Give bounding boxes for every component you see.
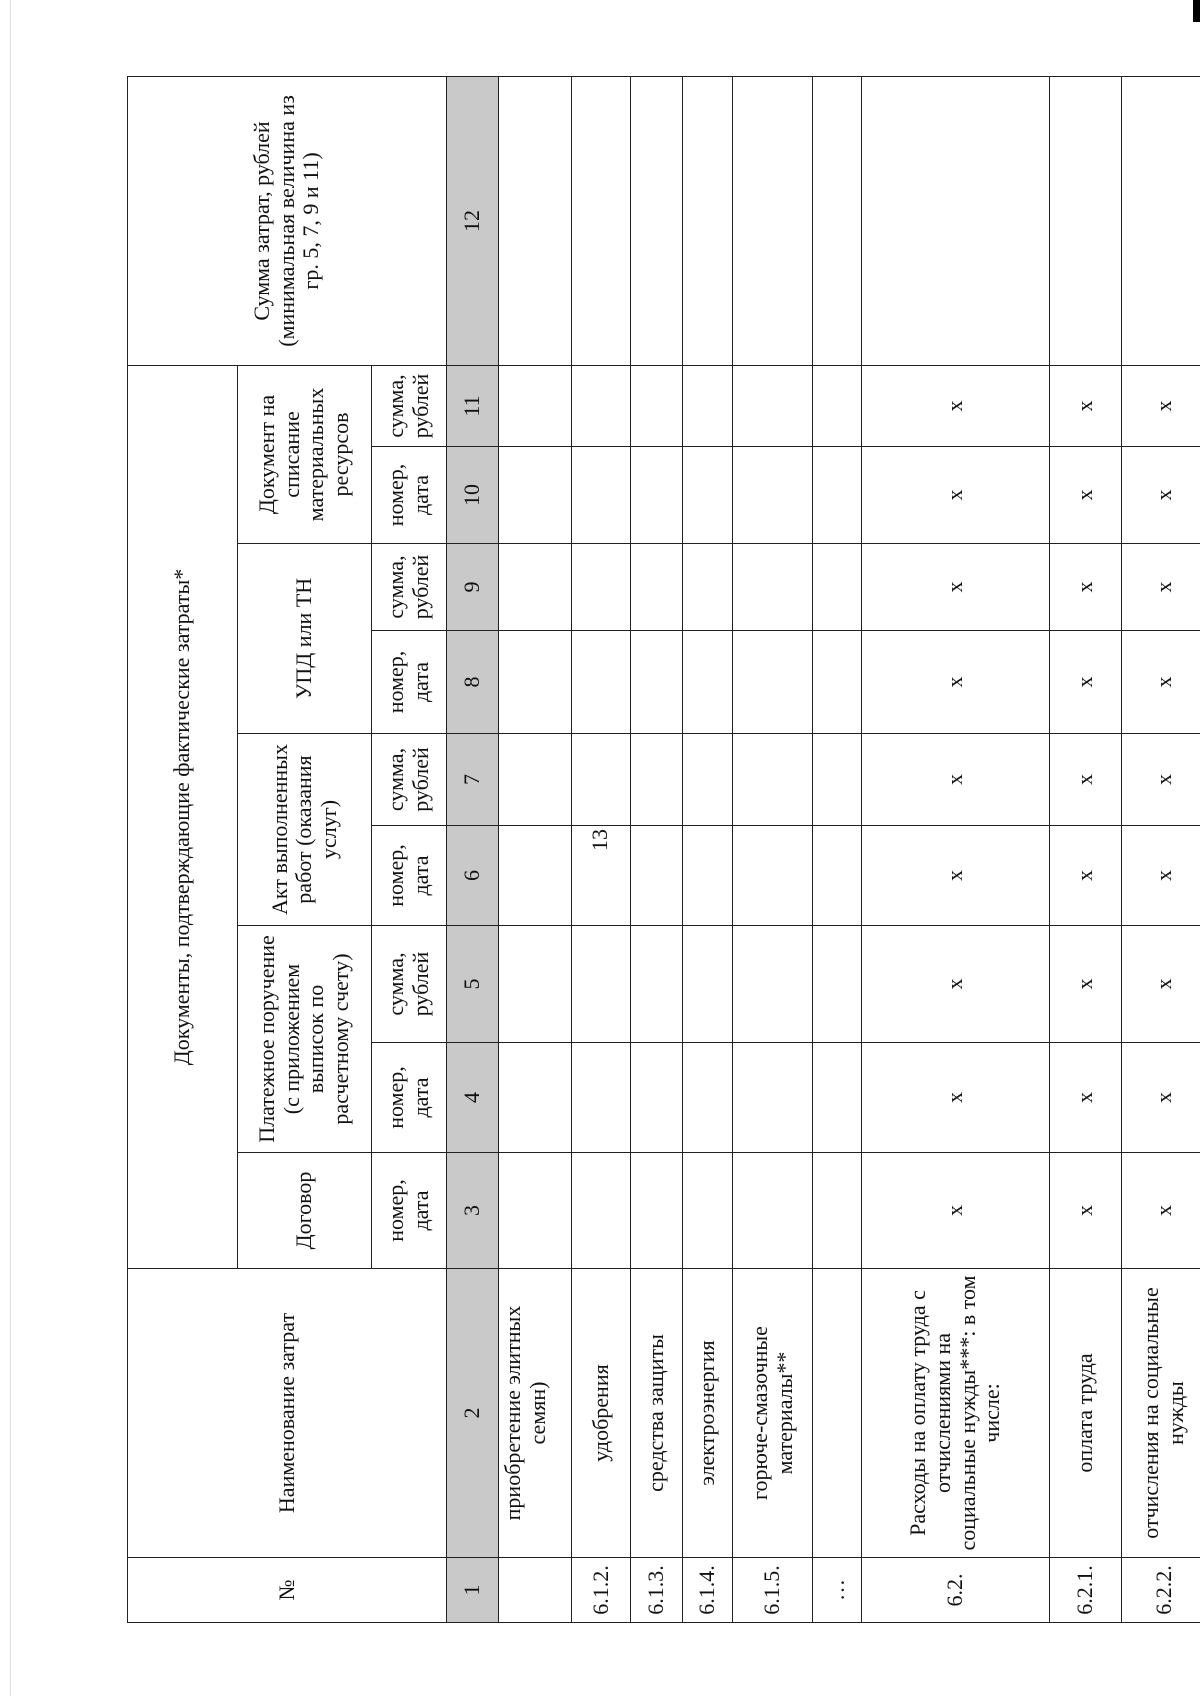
header-payment: Платежное поручение (с приложением выписок по расчетному счету) (238, 926, 372, 1153)
row-cell (499, 1153, 572, 1269)
row-cell (733, 447, 813, 544)
row-cell (572, 1043, 630, 1153)
row-cell (630, 365, 682, 446)
row-cell (682, 1043, 733, 1153)
row-name: оплата труда (1050, 1269, 1121, 1558)
row-cell (861, 76, 1050, 365)
row-cell (813, 447, 862, 544)
column-number: 2 (447, 1269, 499, 1558)
column-number: 8 (447, 631, 499, 734)
row-cell (499, 365, 572, 446)
header-total: Сумма затрат, рублей (минимальная величина из гр. 5, 7, 9 и 11) (128, 76, 447, 365)
row-cell (630, 1153, 682, 1269)
table-row (1121, 76, 1200, 1622)
row-name: удобрения (572, 1269, 630, 1558)
page-number: 13 (587, 829, 612, 851)
row-cell: x (861, 826, 1050, 926)
row-cell: x (861, 734, 1050, 826)
header-upd-sum: сумма, рублей (371, 544, 447, 631)
row-cell (572, 365, 630, 446)
row-cell (499, 544, 572, 631)
row-cell (733, 631, 813, 734)
table-row (861, 76, 1050, 1622)
row-cell: x (861, 1043, 1050, 1153)
row-cell (572, 734, 630, 826)
header-act-number-date: номер, дата (371, 826, 447, 926)
row-cell (682, 926, 733, 1043)
row-cell (572, 826, 630, 926)
row-cell (630, 926, 682, 1043)
row-cell (682, 631, 733, 734)
row-cell (1050, 76, 1121, 365)
header-writeoff: Документ на списание материальных ресурсов (238, 365, 372, 543)
table-row (813, 76, 862, 1622)
row-cell (813, 926, 862, 1043)
header-name: Наименование затрат (128, 1269, 447, 1558)
column-number: 11 (447, 365, 499, 446)
scan-edge-line (10, 0, 11, 1696)
row-name (813, 1269, 862, 1558)
row-cell (630, 544, 682, 631)
row-number (499, 1558, 572, 1623)
row-cell (682, 1153, 733, 1269)
row-cell: x (1050, 365, 1121, 446)
row-cell (682, 365, 733, 446)
row-cell (499, 1043, 572, 1153)
row-cell: x (1121, 1153, 1200, 1269)
row-cell: x (1050, 826, 1121, 926)
row-cell (813, 1153, 862, 1269)
costs-table (127, 76, 1200, 1623)
header-num: № (128, 1558, 447, 1623)
row-cell (813, 826, 862, 926)
row-number: 6.2. (861, 1558, 1050, 1623)
row-cell: x (861, 1153, 1050, 1269)
row-cell (499, 76, 572, 365)
row-number: 6.1.3. (630, 1558, 682, 1623)
row-number: 6.1.2. (572, 1558, 630, 1623)
row-cell (733, 926, 813, 1043)
row-name: приобретение элитных семян) (499, 1269, 572, 1558)
row-cell (572, 631, 630, 734)
column-number: 4 (447, 1043, 499, 1153)
row-cell (630, 826, 682, 926)
row-cell (630, 1043, 682, 1153)
header-row-1 (128, 76, 238, 1622)
header-contract: Договор (238, 1153, 372, 1269)
row-cell (630, 631, 682, 734)
row-cell (499, 447, 572, 544)
row-number: 6.1.4. (682, 1558, 733, 1623)
header-contract-number-date: номер, дата (371, 1153, 447, 1269)
row-name: отчисления на социальные нужды (1121, 1269, 1200, 1558)
row-cell (733, 76, 813, 365)
row-cell (572, 76, 630, 365)
header-act: Акт выполненных работ (оказания услуг) (238, 734, 372, 926)
row-cell (682, 447, 733, 544)
row-cell: x (1050, 1153, 1121, 1269)
row-cell (733, 826, 813, 926)
row-cell (813, 631, 862, 734)
row-cell: x (1050, 926, 1121, 1043)
row-cell (813, 544, 862, 631)
row-cell: x (1121, 447, 1200, 544)
row-cell (1121, 76, 1200, 365)
row-cell (733, 544, 813, 631)
row-cell: x (861, 544, 1050, 631)
table-row (499, 76, 572, 1622)
costs-table-rotated (127, 77, 1200, 1623)
row-cell (572, 1153, 630, 1269)
column-number: 7 (447, 734, 499, 826)
row-cell: x (861, 631, 1050, 734)
row-cell (733, 1043, 813, 1153)
row-cell: x (1050, 734, 1121, 826)
header-docs-group: Документы, подтверждающие фактические затраты* (128, 365, 238, 1268)
header-upd-number-date: номер, дата (371, 631, 447, 734)
row-cell (813, 365, 862, 446)
row-name: Расходы на оплату труда с отчислениями на социальные нужды***: в том числе: (861, 1269, 1050, 1558)
header-writeoff-number-date: номер, дата (371, 447, 447, 544)
row-cell (499, 631, 572, 734)
row-cell: x (861, 926, 1050, 1043)
row-name: электроэнергия (682, 1269, 733, 1558)
row-number: 6.2.1. (1050, 1558, 1121, 1623)
row-cell (682, 544, 733, 631)
header-upd: УПД или ТН (238, 544, 372, 734)
row-cell (733, 734, 813, 826)
row-cell (572, 926, 630, 1043)
row-cell: x (1050, 631, 1121, 734)
row-number: 6.2.2. (1121, 1558, 1200, 1623)
table-row (733, 76, 813, 1622)
row-cell (499, 926, 572, 1043)
row-cell: x (861, 365, 1050, 446)
column-number: 1 (447, 1558, 499, 1623)
row-cell: x (1121, 826, 1200, 926)
row-cell (733, 1153, 813, 1269)
header-writeoff-sum: сумма, рублей (371, 365, 447, 446)
row-cell (813, 1043, 862, 1153)
column-number: 10 (447, 447, 499, 544)
header-payment-sum: сумма, рублей (371, 926, 447, 1043)
row-cell: x (1121, 1043, 1200, 1153)
row-cell (630, 447, 682, 544)
row-name: средства защиты (630, 1269, 682, 1558)
column-number-row (447, 76, 499, 1622)
row-name: горюче-смазочные материалы** (733, 1269, 813, 1558)
table-row (630, 76, 682, 1622)
row-cell (682, 826, 733, 926)
row-cell (682, 734, 733, 826)
table-row (682, 76, 733, 1622)
column-number: 3 (447, 1153, 499, 1269)
row-cell: x (1050, 1043, 1121, 1153)
row-cell: x (1121, 544, 1200, 631)
row-cell (813, 734, 862, 826)
column-number: 5 (447, 926, 499, 1043)
row-cell (733, 365, 813, 446)
table-row (1050, 76, 1121, 1622)
scan-corner-mark (1193, 0, 1200, 22)
row-cell (499, 734, 572, 826)
row-cell (572, 544, 630, 631)
row-cell (682, 76, 733, 365)
row-cell: x (1121, 734, 1200, 826)
column-number: 12 (447, 76, 499, 365)
row-cell (499, 826, 572, 926)
row-cell: x (1050, 544, 1121, 631)
header-act-sum: сумма, рублей (371, 734, 447, 826)
row-number: 6.1.5. (733, 1558, 813, 1623)
row-cell: x (1050, 447, 1121, 544)
row-cell (813, 76, 862, 365)
row-cell: x (1121, 631, 1200, 734)
table-row (572, 76, 630, 1622)
column-number: 9 (447, 544, 499, 631)
row-cell (630, 76, 682, 365)
row-cell: x (1121, 365, 1200, 446)
row-cell: x (1121, 926, 1200, 1043)
row-cell (572, 447, 630, 544)
row-cell: x (861, 447, 1050, 544)
row-number: … (813, 1558, 862, 1623)
row-cell (630, 734, 682, 826)
header-payment-number-date: номер, дата (371, 1043, 447, 1153)
column-number: 6 (447, 826, 499, 926)
